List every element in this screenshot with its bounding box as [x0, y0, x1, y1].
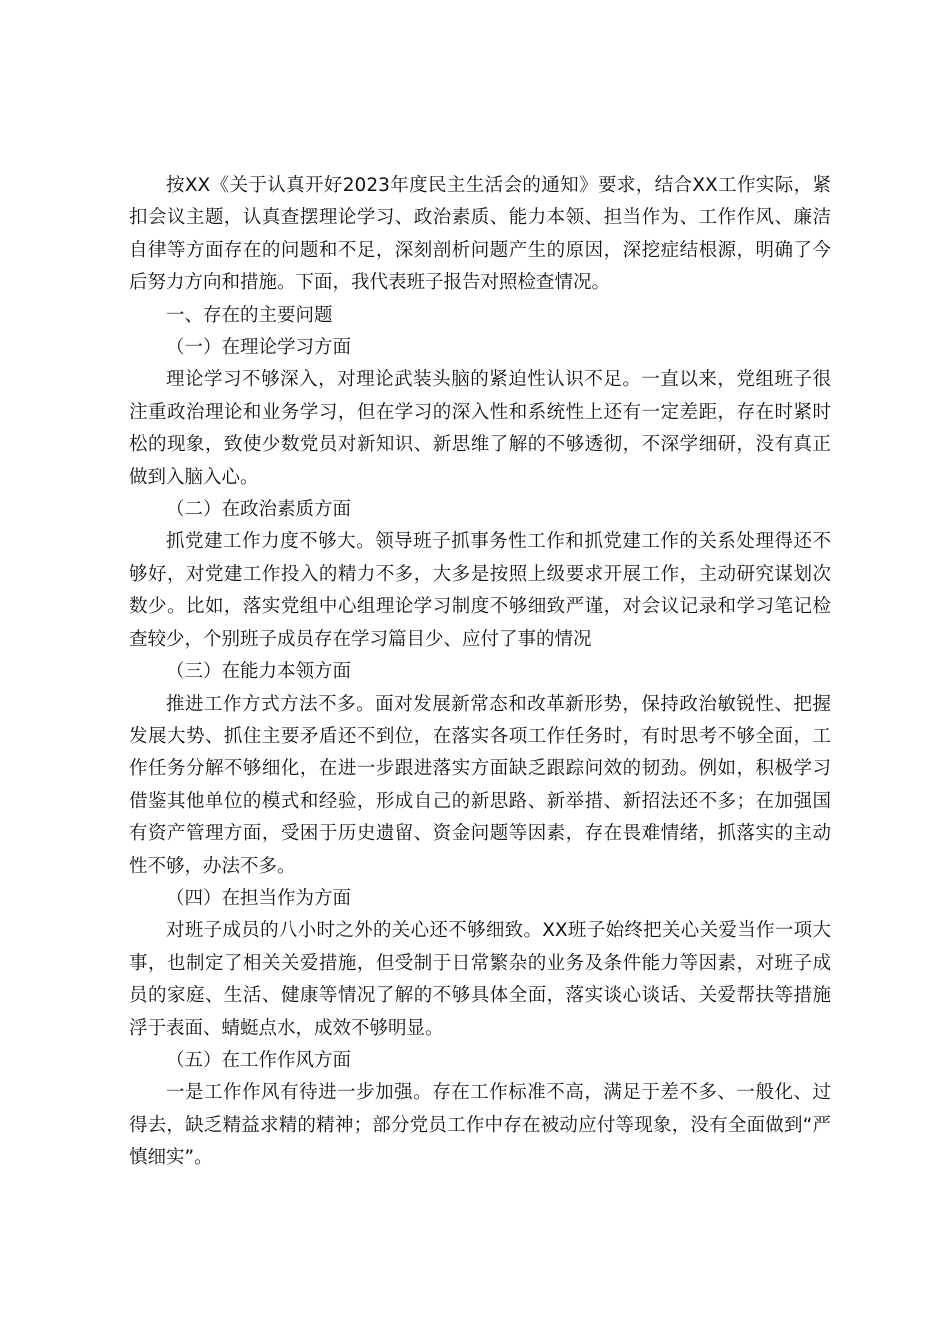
document-body	[129, 170, 831, 1175]
paragraph-work-style: 一是工作作风有待进一步加强。存在工作标准不高，满足于差不多、一般化、过得去，缺乏精益求精的精神；部分党员工作中存在被动应付等现象，没有全面做到“严慎细实”。	[129, 1082, 831, 1169]
paragraph-ability: 推进工作方式方法不多。面对发展新常态和改革新形势，保持政治敏锐性、把握发展大势、抓住主要矛盾还不到位，在落实各项工作任务时，有时思考不够全面，工作任务分解不够细化，在进一步跟进落实方面缺乏跟踪问效的韧劲。例如，积极学习借鉴其他单位的模式和经验，形成自己的新思路、新举措、新招法还不多；在加强国有资产管理方面，受困于历史遗留、资金问题等因素，存在畏难情绪，抓落实的主动性不够，办法不多。	[129, 693, 831, 877]
paragraph-theory-study: 理论学习不够深入，对理论武装头脑的紧迫性认识不足。一直以来，党组班子很注重政治理论和业务学习，但在学习的深入性和系统性上还有一定差距，存在时紧时松的现象，致使少数党员对新知识、新思维了解的不够透彻，不深学细研，没有真正做到入脑入心。	[129, 369, 831, 488]
intro-paragraph: 按XX《关于认真开好2023年度民主生活会的通知》要求，结合XX工作实际，紧扣会议主题，认真查摆理论学习、政治素质、能力本领、担当作为、工作作风、廉洁自律等方面存在的问题和不足，深刻剖析问题产生的原因，深挖症结根源，明确了今后努力方向和措施。下面，我代表班子报告对照检查情况。	[129, 175, 831, 294]
subheading-responsibility: （四）在担当作为方面	[166, 887, 352, 909]
subheading-ability: （三）在能力本领方面	[166, 661, 352, 683]
subheading-work-style: （五）在工作作风方面	[166, 1049, 352, 1071]
paragraph-responsibility: 对班子成员的八小时之外的关心还不够细致。XX班子始终把关心关爱当作一项大事，也制定了相关关爱措施，但受制于日常繁杂的业务及条件能力等因素，对班子成员的家庭、生活、健康等情况了解的不够具体全面，落实谈心谈话、关爱帮扶等措施浮于表面、蜻蜓点水，成效不够明显。	[129, 920, 831, 1039]
subheading-political-quality: （二）在政治素质方面	[166, 499, 352, 521]
paragraph-political-quality: 抓党建工作力度不够大。领导班子抓事务性工作和抓党建工作的关系处理得还不够好，对党建工作投入的精力不多，大多是按照上级要求开展工作，主动研究谋划次数少。比如，落实党组中心组理论学习制度不够细致严谨，对会议记录和学习笔记检查较少，个别班子成员存在学习篇目少、应付了事的情况	[129, 531, 831, 650]
section-heading-main-problems: 一、存在的主要问题	[166, 304, 333, 326]
subheading-theory-study: （一）在理论学习方面	[166, 337, 352, 359]
